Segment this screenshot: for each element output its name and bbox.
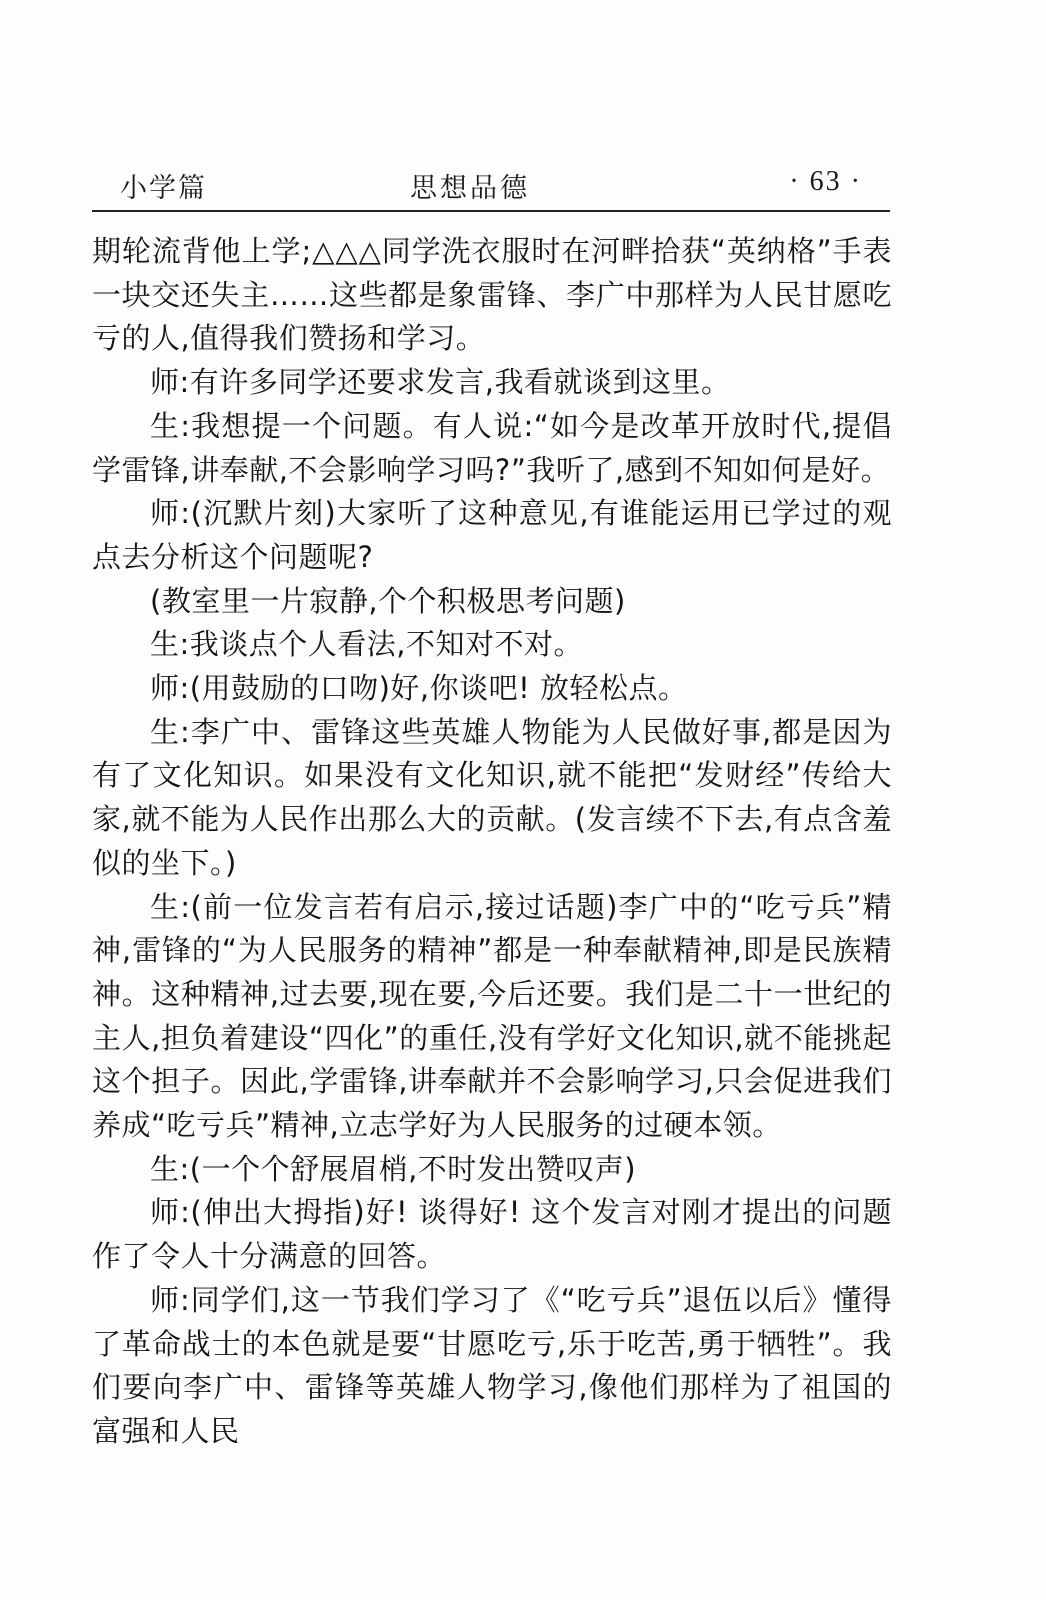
paragraph: 生:(一个个舒展眉梢,不时发出赞叹声): [150, 1151, 637, 1186]
paragraph: (教室里一片寂静,个个积极思考问题): [150, 583, 626, 618]
header-rule: [92, 210, 890, 212]
paragraph: 师:(伸出大拇指)好! 谈得好! 这个发言对刚才提出的问题作了令人十分满意的回答。: [92, 1195, 892, 1274]
paragraph: 生:(前一位发言若有启示,接过话题)李广中的“吃亏兵”精神,雷锋的“为人民服务的精神”都是一种奉献精神,即是民族精神。这种精神,过去要,现在要,今后还要。我们是二十一世纪的主人,担负着建设“四化”的重任,没有学好文化知识,就不能挑起这个担子。因此,学雷锋,讲奉献并不会影响学习,只会促进我们养成“吃亏兵”精神,立志学好为人民服务的过硬本领。: [92, 889, 892, 1143]
paragraph: 师:有许多同学还要求发言,我看就谈到这里。: [150, 365, 731, 400]
section-title: 小学篇: [120, 173, 207, 204]
paragraph: 生:李广中、雷锋这些英雄人物能为人民做好事,都是因为有了文化知识。如果没有文化知识,就不能把“发财经”传给大家,就不能为人民作出那么大的贡献。(发言续不下去,有点含羞似的坐下。): [92, 714, 892, 880]
paragraph: 生:我想提一个问题。有人说:“如今是改革开放时代,提倡学雷锋,讲奉献,不会影响学习吗?”我听了,感到不知如何是好。: [92, 408, 892, 487]
paragraph: 生:我谈点个人看法,不知对不对。: [150, 627, 583, 662]
subject-title: 思想品德: [410, 173, 530, 204]
running-header: [92, 160, 892, 210]
body-text: [92, 230, 892, 1454]
paragraph: 师:(用鼓励的口吻)好,你谈吧! 放轻松点。: [150, 671, 688, 706]
paragraph: 师:(沉默片刻)大家听了这种意见,有谁能运用已学过的观点去分析这个问题呢?: [92, 496, 892, 574]
page-number: · 63 ·: [789, 166, 862, 197]
paragraph-continuation: 期轮流背他上学;△△△同学洗衣服时在河畔拾获“英纳格”手表一块交还失主……这些都是象雷锋、李广中那样为人民甘愿吃亏的人,值得我们赞扬和学习。: [92, 234, 892, 356]
paragraph: 师:同学们,这一节我们学习了《“吃亏兵”退伍以后》懂得了革命战士的本色就是要“甘愿吃亏,乐于吃苦,勇于牺牲”。我们要向李广中、雷锋等英雄人物学习,像他们那样为了祖国的富强和人民: [92, 1282, 892, 1448]
